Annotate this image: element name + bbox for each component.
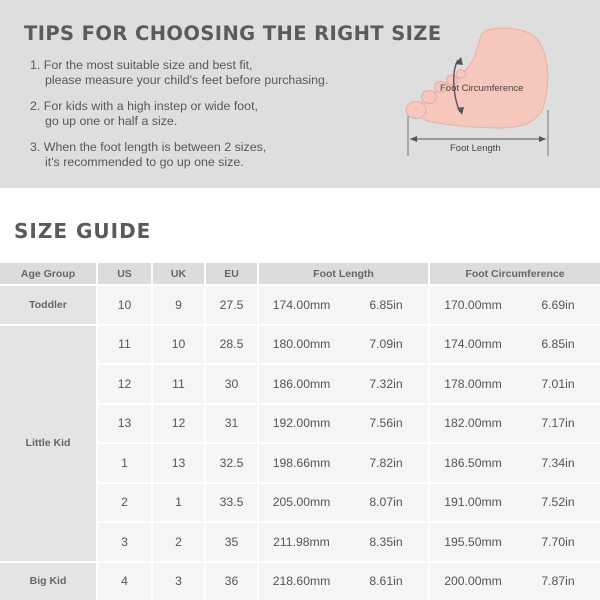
uk-cell: 1	[152, 483, 205, 523]
tip-item-2	[30, 99, 370, 129]
age-group-cell: Big Kid	[0, 562, 97, 600]
foot-length-in-cell: 8.07in	[344, 483, 429, 523]
foot-circumference-mm-cell: 195.50mm	[429, 522, 516, 562]
table-header-row	[0, 263, 600, 285]
tip-1-line-1: 1. For the most suitable size and best fit,	[30, 58, 253, 72]
uk-cell: 3	[152, 562, 205, 600]
foot-length-mm-cell: 211.98mm	[258, 522, 344, 562]
tips-title: TIPS FOR CHOOSING THE RIGHT SIZE	[24, 22, 442, 45]
tip-item-3	[30, 140, 370, 170]
foot-circumference-mm-cell: 191.00mm	[429, 483, 516, 523]
us-cell: 10	[97, 285, 152, 325]
us-cell: 12	[97, 364, 152, 404]
eu-cell: 32.5	[205, 443, 258, 483]
foot-length-in-cell: 6.85in	[344, 285, 429, 325]
foot-measurement-figure	[400, 24, 560, 164]
foot-circumference-in-cell: 7.52in	[516, 483, 600, 523]
age-group-cell: Little Kid	[0, 325, 97, 562]
eu-cell: 35	[205, 522, 258, 562]
us-cell: 3	[97, 522, 152, 562]
foot-circumference-mm-cell: 174.00mm	[429, 325, 516, 365]
table-row	[0, 325, 600, 365]
uk-cell: 9	[152, 285, 205, 325]
tip-2-line-2: go up one or half a size.	[45, 114, 178, 128]
foot-length-mm-cell: 205.00mm	[258, 483, 344, 523]
uk-cell: 10	[152, 325, 205, 365]
tips-panel	[0, 0, 600, 188]
foot-length-mm-cell: 198.66mm	[258, 443, 344, 483]
foot-length-in-cell: 7.32in	[344, 364, 429, 404]
header-age-group: Age Group	[0, 263, 97, 285]
foot-circumference-in-cell: 7.01in	[516, 364, 600, 404]
foot-length-mm-cell: 180.00mm	[258, 325, 344, 365]
uk-cell: 2	[152, 522, 205, 562]
us-cell: 1	[97, 443, 152, 483]
foot-circumference-in-cell: 6.69in	[516, 285, 600, 325]
tip-1-line-2: please measure your child's feet before purchasing.	[45, 73, 329, 87]
foot-circumference-in-cell: 7.70in	[516, 522, 600, 562]
foot-circumference-mm-cell: 182.00mm	[429, 404, 516, 444]
header-uk: UK	[152, 263, 205, 285]
size-table	[0, 263, 600, 600]
tip-3-line-2: it's recommended to go up one size.	[45, 155, 244, 169]
tip-item-1	[30, 58, 370, 88]
foot-length-in-cell: 7.09in	[344, 325, 429, 365]
foot-circumference-in-cell: 7.34in	[516, 443, 600, 483]
foot-circumference-in-cell: 7.87in	[516, 562, 600, 600]
foot-length-in-cell: 7.56in	[344, 404, 429, 444]
us-cell: 13	[97, 404, 152, 444]
foot-length-in-cell: 7.82in	[344, 443, 429, 483]
us-cell: 11	[97, 325, 152, 365]
eu-cell: 31	[205, 404, 258, 444]
header-foot-length: Foot Length	[258, 263, 429, 285]
foot-circumference-mm-cell: 170.00mm	[429, 285, 516, 325]
uk-cell: 12	[152, 404, 205, 444]
table-row	[0, 285, 600, 325]
eu-cell: 36	[205, 562, 258, 600]
eu-cell: 28.5	[205, 325, 258, 365]
uk-cell: 11	[152, 364, 205, 404]
us-cell: 2	[97, 483, 152, 523]
foot-length-mm-cell: 192.00mm	[258, 404, 344, 444]
eu-cell: 33.5	[205, 483, 258, 523]
eu-cell: 27.5	[205, 285, 258, 325]
foot-length-mm-cell: 186.00mm	[258, 364, 344, 404]
foot-length-mm-cell: 174.00mm	[258, 285, 344, 325]
foot-length-in-cell: 8.35in	[344, 522, 429, 562]
table-row	[0, 562, 600, 600]
tip-3-line-1: 3. When the foot length is between 2 sizes,	[30, 140, 267, 154]
header-us: US	[97, 263, 152, 285]
foot-circumference-mm-cell: 186.50mm	[429, 443, 516, 483]
eu-cell: 30	[205, 364, 258, 404]
foot-circumference-label: Foot Circumference	[440, 83, 524, 94]
tip-2-line-1: 2. For kids with a high instep or wide foot,	[30, 99, 258, 113]
size-guide-title: SIZE GUIDE	[14, 219, 152, 243]
foot-circumference-mm-cell: 178.00mm	[429, 364, 516, 404]
foot-length-mm-cell: 218.60mm	[258, 562, 344, 600]
header-foot-circumference: Foot Circumference	[429, 263, 600, 285]
age-group-cell: Toddler	[0, 285, 97, 325]
foot-circumference-in-cell: 6.85in	[516, 325, 600, 365]
foot-length-label: Foot Length	[450, 143, 501, 154]
foot-circumference-mm-cell: 200.00mm	[429, 562, 516, 600]
us-cell: 4	[97, 562, 152, 600]
size-table-body	[0, 285, 600, 600]
header-eu: EU	[205, 263, 258, 285]
foot-length-in-cell: 8.61in	[344, 562, 429, 600]
foot-circumference-in-cell: 7.17in	[516, 404, 600, 444]
uk-cell: 13	[152, 443, 205, 483]
